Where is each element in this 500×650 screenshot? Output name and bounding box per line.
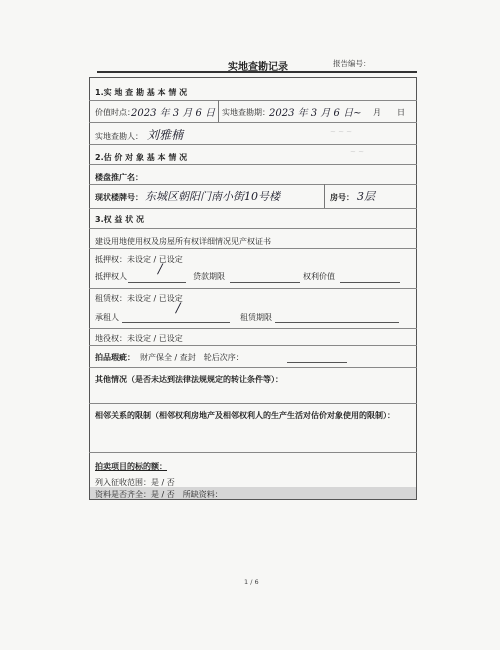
tenant-line xyxy=(122,322,230,323)
lease-term-label: 租赁期限 xyxy=(240,313,272,322)
loan-term-label: 贷款期限 xyxy=(193,272,225,281)
room-label: 房号： xyxy=(330,193,354,202)
mortgagee-label: 抵押权人 xyxy=(95,272,127,281)
section1-heading: 1.实 地 查 勘 基 本 情 况 xyxy=(95,88,188,97)
tenant-handwritten: / xyxy=(176,301,181,316)
cell-divider xyxy=(218,100,219,122)
lease-status: 租赁权：未设定 / 已设定 xyxy=(95,294,183,303)
auction-order-line xyxy=(287,362,347,363)
room-handwritten: 3层 xyxy=(357,190,375,203)
section2-heading: 2.估 价 对 象 基 本 情 况 xyxy=(95,153,188,162)
title-rule xyxy=(97,71,417,73)
auction-defects-label: 拍品瑕疵： xyxy=(95,353,135,362)
promo-name-label: 楼盘推广名： xyxy=(95,173,143,182)
value-date-handwritten: 2023 年 3 月 6 日 xyxy=(131,108,216,119)
surveyor-signature: 刘雅楠 xyxy=(147,128,184,142)
survey-date-label: 实地查勘期： xyxy=(222,108,270,117)
expropriation-label: 列入征收范围：是 / 否 xyxy=(95,478,175,487)
survey-date-handwritten: 2023 年 3 月 6 日~ xyxy=(269,108,362,119)
address-handwritten: 东城区朝阳门南小街10号楼 xyxy=(145,190,280,203)
loan-term-line xyxy=(230,282,300,283)
bleed-through-mark: ~ ~ ~ xyxy=(330,128,353,136)
claim-value-label: 权利价值 xyxy=(303,272,335,281)
auction-defects-options: 财产保全 / 查封 轮后次序： xyxy=(140,353,244,362)
cell-divider xyxy=(324,184,325,208)
claim-value-line xyxy=(340,282,400,283)
section3-heading: 3.权 益 状 况 xyxy=(95,215,144,224)
surveyor-label: 实地查勘人： xyxy=(95,132,143,141)
tenant-label: 承租人 xyxy=(95,313,119,322)
auction-target-label: 拍卖项目的标的额： xyxy=(95,462,167,471)
value-date-label: 价值时点： xyxy=(95,108,135,117)
cert-note: 建设用地使用权及房屋所有权详细情况见产权证书 xyxy=(95,237,271,246)
documents-complete-label: 资料是否齐全：是 / 否 所缺资料： xyxy=(95,490,223,499)
survey-date-tail: 月 日 xyxy=(373,108,405,117)
other-situation-label: 其他情况（是否未达到法律法规规定的转让条件等）： xyxy=(95,375,283,384)
address-label: 现状楼牌号： xyxy=(95,193,143,202)
lease-term-line xyxy=(275,322,399,323)
page-number: 1 / 6 xyxy=(244,578,259,586)
mortgagee-line xyxy=(128,282,186,283)
bleed-through-mark: ~ ~ xyxy=(350,148,364,156)
page-title: 实地查勘记录 xyxy=(228,62,288,73)
easement-status: 地役权：未设定 / 已设定 xyxy=(95,334,183,343)
row-auction-defects xyxy=(89,345,417,367)
report-number-label: 报告编号： xyxy=(333,59,371,68)
row-other xyxy=(89,367,417,403)
neighbor-restriction-label: 相邻关系的限制（相邻权利房地产及相邻权利人的生产生活对估价对象使用的限制）： xyxy=(95,411,395,420)
mortgage-status: 抵押权：未设定 / 已设定 xyxy=(95,255,183,264)
mortgagee-handwritten: / xyxy=(158,262,163,277)
